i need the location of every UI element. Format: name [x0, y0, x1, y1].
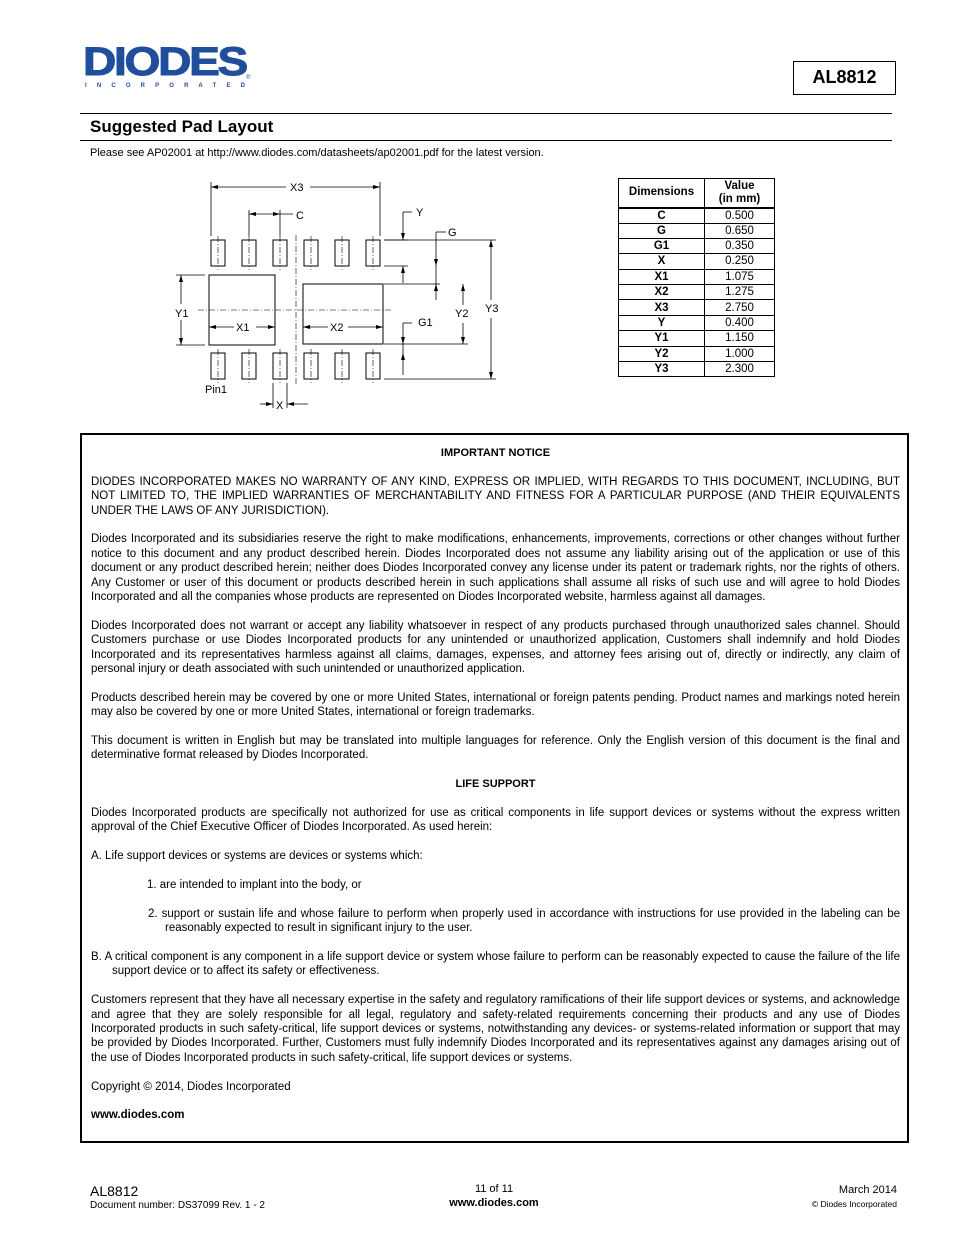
footer-page-number: 11 of 11 [474, 1183, 514, 1195]
dim-name: Y2 [619, 346, 705, 361]
header-value-line2: (in mm) [718, 192, 761, 205]
table-row [619, 315, 775, 330]
notice-language: This document is written in English but may be translated into multiple languages for reference. Only the English version of this document is the final and determinative format released by Diodes Incorporated. [91, 735, 900, 762]
table-row [619, 208, 775, 224]
dim-value: 2.300 [705, 362, 775, 377]
label-x: X [276, 400, 284, 412]
life-support-item-b: B. A critical component is any component in a life support device or system whose failure to perform can be reasonably expected to cause the failure of the life support device or to affect its safety or effectiveness. [91, 951, 900, 978]
section-rule [80, 140, 892, 141]
notice-website-link[interactable]: www.diodes.com [91, 1109, 185, 1122]
notice-warranty: DIODES INCORPORATED MAKES NO WARRANTY OF ANY KIND, EXPRESS OR IMPLIED, WITH REGARDS TO THIS DOCUMENT, INCLUDING, BUT NOT LIMITED TO, THE IMPLIED WARRANTIES OF MERCHANTABILITY AND FITNESS FOR A PARTICULAR PURPOSE (AND THEIR EQUIVALENTS UNDER THE LAWS OF ANY JURISDICTION). [91, 475, 900, 517]
label-pin1: Pin1 [205, 384, 228, 396]
footer-document-number: Document number: DS37099 Rev. 1 - 2 [90, 1200, 265, 1211]
dim-value: 0.400 [705, 315, 775, 330]
dim-name: X [619, 254, 705, 269]
dim-value: 1.000 [705, 346, 775, 361]
diodes-logo [83, 42, 253, 90]
notice-patents: Products described herein may be covered by one or more United States, international or foreign patents pending. Product names and markings noted herein may also be covered by one or more United States, international or foreign trademarks. [91, 691, 900, 719]
label-y: Y [416, 207, 424, 219]
dim-name: G1 [619, 238, 705, 253]
label-x2: X2 [330, 322, 344, 334]
life-support-item-a2: 2. support or sustain life and whose failure to perform when properly used in accordance with instructions for use provided in the labeling can be reasonably expected to result in significant injury to the user. [148, 907, 900, 935]
dim-name: Y3 [619, 362, 705, 377]
logo-text: DIODES [83, 42, 248, 84]
dim-name: Y1 [619, 331, 705, 346]
logo-subtext: I N C O R P O R A T E D [85, 83, 245, 89]
table-header-row [619, 179, 775, 208]
footer-copyright: © Diodes Incorporated [811, 1199, 897, 1209]
header-value-line1: Value [724, 179, 755, 192]
dim-value: 0.250 [705, 254, 775, 269]
table-row [619, 269, 775, 284]
life-support-title: LIFE SUPPORT [455, 778, 536, 791]
table-row [619, 300, 775, 315]
label-y3: Y3 [485, 303, 499, 315]
table-row [619, 285, 775, 300]
label-y2: Y2 [455, 308, 469, 320]
header-rule [80, 113, 892, 114]
table-row [619, 331, 775, 346]
dim-name: G [619, 223, 705, 238]
dim-value: 0.500 [705, 208, 775, 224]
dim-value: 1.275 [705, 285, 775, 300]
part-number-box: AL8812 [793, 61, 896, 95]
customers-represent: Customers represent that they have all necessary expertise in the safety and regulatory ramifications of their life support devices or systems, and acknowledge and agree that they are solely responsible for all legal, regulatory and safety-related requirements concerning their products and any use of Diodes Incorporated products in such safety-critical, life support devices or systems, notwithstanding any devices- or systems-related information or support that may be provided by Diodes Incorporated. Further, Customers must fully indemnify Diodes Incorporated and its representatives against any damages arising out of the use of Diodes Incorporated products in such safety-critical, life support devices or systems. [91, 994, 900, 1064]
label-g1: G1 [418, 317, 433, 329]
dim-name: C [619, 208, 705, 224]
life-support-item-a1: 1. are intended to implant into the body, or [147, 879, 362, 892]
dimensions-table [618, 178, 775, 377]
label-g: G [448, 227, 457, 239]
dim-name: X1 [619, 269, 705, 284]
table-row [619, 238, 775, 253]
table-row [619, 362, 775, 377]
registered-mark: ® [246, 75, 251, 81]
dim-value: 1.075 [705, 269, 775, 284]
label-c: C [296, 210, 304, 222]
dim-name: Y [619, 315, 705, 330]
life-support-intro: Diodes Incorporated products are specifically not authorized for use as critical components in life support devices or systems without the express written approval of the Chief Executive Officer of Diodes Incorporated. As used herein: [91, 807, 900, 834]
label-y1: Y1 [175, 308, 189, 320]
pad-center-right [303, 284, 383, 344]
section-title: Suggested Pad Layout [90, 117, 274, 136]
dim-value: 1.150 [705, 331, 775, 346]
life-support-item-a: A. Life support devices or systems are devices or systems which: [91, 850, 423, 863]
notice-modifications: Diodes Incorporated and its subsidiaries reserve the right to make modifications, enhancements, improvements, corrections or other changes without further notice to this document and any product described herein. Diodes Incorporated does not assume any liability arising out of the application or use of this document or any product described herein; neither does Diodes Incorporated convey any license under its patent or trademark rights, nor the rights of others. Any Customer or user of this document or products described herein in such applications shall assume all risks of such use and will agree to hold Diodes Incorporated and all the companies whose products are represented on Diodes Incorporated website, harmless against all damages. [91, 533, 900, 604]
footer-date: March 2014 [838, 1184, 897, 1196]
header-value [705, 179, 775, 208]
notice-copyright: Copyright © 2014, Diodes Incorporated [91, 1080, 291, 1093]
important-notice-box [80, 433, 909, 1143]
dim-value: 0.350 [705, 238, 775, 253]
footer-part-number: AL8812 [90, 1183, 139, 1199]
table-row [619, 223, 775, 238]
header-dimensions: Dimensions [619, 179, 705, 208]
dim-name: X3 [619, 300, 705, 315]
pad-layout-drawing [170, 175, 510, 415]
notice-liability: Diodes Incorporated does not warrant or accept any liability whatsoever in respect of any products purchased through unauthorized sales channel. Should Customers purchase or use Diodes Incorporated products for any unintended or unauthorized application, Customers shall indemnify and hold Diodes Incorporated and its representatives harmless against all claims, damages, expenses, and attorney fees arising out of, directly or indirectly, any claim of personal injury or death associated with such unintended or unauthorized application. [91, 619, 900, 676]
reference-note: Please see AP02001 at http://www.diodes.com/datasheets/ap02001.pdf for the latest version. [90, 147, 544, 159]
table-row [619, 346, 775, 361]
footer-website-link[interactable]: www.diodes.com [449, 1197, 539, 1209]
label-x1: X1 [236, 322, 250, 334]
label-x3: X3 [290, 182, 304, 194]
dim-value: 2.750 [705, 300, 775, 315]
dim-name: X2 [619, 285, 705, 300]
notice-title: IMPORTANT NOTICE [440, 447, 551, 459]
dim-value: 0.650 [705, 223, 775, 238]
table-row [619, 254, 775, 269]
